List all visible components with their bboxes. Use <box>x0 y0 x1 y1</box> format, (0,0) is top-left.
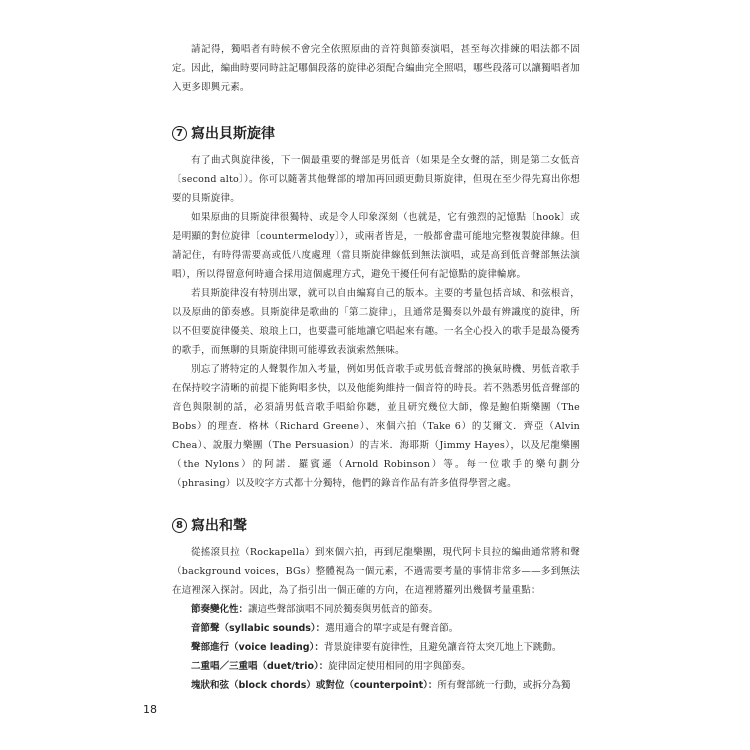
section-7-heading <box>172 123 580 143</box>
term-label: 聲部進行（voice leading）： <box>191 642 324 653</box>
term-description: 所有聲部統一行動，或拆分為獨 <box>437 680 571 691</box>
section-8-paragraph: 從搖滾貝拉（Rockapella）到來個六拍，再到尼龍樂團，現代阿卡貝拉的編曲通常將和聲（background voices，BGs）整體視為一個元素，不過需要考量的事情非常多——多到無法在這裡深入探討。因此，為了指引出一個正確的方向，在這裡將羅列出幾個考量重點： <box>172 547 580 596</box>
list-item <box>172 619 580 638</box>
section-7-paragraph-1: 有了曲式與旋律後，下一個最重要的聲部是男低音（如果是全女聲的話，則是第二女低音〔second alto〕）。你可以隨著其他聲部的增加再回頭更動貝斯旋律，但現在至少得先寫出你想要的貝斯旋律。 <box>172 155 580 204</box>
circled-number-8: 8 <box>172 518 187 533</box>
page-number: 18 <box>143 703 157 716</box>
list-item <box>172 657 580 676</box>
term-description: 選用適合的單字或是有聲音節。 <box>325 623 459 634</box>
term-description: 背景旋律要有旋律性，且避免讓音符太突兀地上下跳動。 <box>323 642 562 653</box>
list-item <box>172 600 580 619</box>
circled-number-7: 7 <box>172 126 187 141</box>
section-7-paragraph-4: 別忘了將特定的人聲製作加入考量，例如男低音歌手或男低音聲部的換氣時機、男低音歌手在保持咬字清晰的前提下能夠唱多快，以及他能夠維持一個音符的時長。若不熟悉男低音聲部的音色與限制的話，必須請男低音歌手唱給你聽，並且研究幾位大師，像是鮑伯斯樂團（The Bobs）的理查．格林（Richard Greene）、來個六拍（Take 6）的艾爾文．齊亞（Alvin Chea）、說服力樂團（The Persuasion）的吉米．海耶斯（Jimmy Hayes），以及尼龍樂團（the Nylons）的阿諾．羅賓遜（Arnold Robinson）等。每一位歌手的樂句劃分（phrasing）以及咬字方式都十分獨特，他們的錄音作品有許多值得學習之處。 <box>172 364 580 489</box>
intro-paragraph: 請記得，獨唱者有時候不會完全依照原曲的音符與節奏演唱，甚至每次排練的唱法都不固定。因此，編曲時要同時註記哪個段落的旋律必須配合編曲完全照唱，哪些段落可以讓獨唱者加入更多即興元素。 <box>172 44 580 93</box>
section-8-title: 寫出和聲 <box>191 518 247 534</box>
list-item <box>172 676 580 695</box>
section-7-title: 寫出貝斯旋律 <box>191 126 275 142</box>
page-content <box>172 40 580 695</box>
considerations-list <box>172 600 580 695</box>
section-7-paragraph-3: 若貝斯旋律沒有特別出眾，就可以自由編寫自己的版本。主要的考量包括音域、和弦根音，以及原曲的節奏感。貝斯旋律是歌曲的「第二旋律」，且通常是獨奏以外最有辨識度的旋律，所以不但要旋律優美、琅琅上口，也要盡可能地讓它唱起來有趣。一名全心投入的歌手是最為優秀的歌手，而無聊的貝斯旋律則可能導致表演索然無味。 <box>172 288 580 356</box>
term-label: 音節聲（syllabic sounds）： <box>191 623 326 634</box>
list-item <box>172 638 580 657</box>
term-description: 讓這些聲部演唱不同於獨奏與男低音的節奏。 <box>248 604 439 615</box>
section-8-heading <box>172 515 580 535</box>
section-7-paragraph-2: 如果原曲的貝斯旋律很獨特、或是令人印象深刻（也就是，它有強烈的記憶點〔hook〕或是明顯的對位旋律〔countermelody〕），或兩者皆是，一般都會盡可能地完整複製旋律線。但請記住，有時得需要高或低八度處理（當貝斯旋律線低到無法演唱，或是高到低音聲部無法演唱），所以得留意何時適合採用這個處理方式，避免干擾任何有記憶點的旋律輪廓。 <box>172 212 580 280</box>
term-label: 二重唱／三重唱（duet/trio）： <box>191 661 329 672</box>
term-description: 旋律固定使用相同的用字與節奏。 <box>328 661 471 672</box>
term-label: 塊狀和弦（block chords）或對位（counterpoint）： <box>191 680 438 691</box>
term-label: 節奏變化性： <box>191 604 249 615</box>
